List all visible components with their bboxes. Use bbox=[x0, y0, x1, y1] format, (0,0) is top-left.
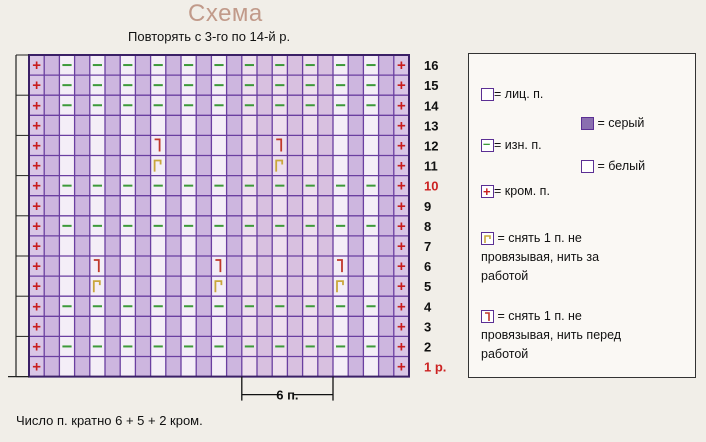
row-number-label: 5 bbox=[424, 279, 432, 295]
edge-stitch-cross: + bbox=[32, 137, 41, 155]
slip-back-swatch-icon bbox=[481, 232, 494, 245]
edge-stitch-cross: + bbox=[397, 258, 406, 276]
edge-stitch-cross: + bbox=[397, 97, 406, 115]
row-number-label: 2 bbox=[424, 339, 432, 355]
row-number-label: 15 bbox=[424, 78, 439, 94]
edge-stitch-cross: + bbox=[397, 217, 406, 235]
edge-stitch-cross: + bbox=[397, 137, 406, 155]
edge-stitch-cross: + bbox=[397, 177, 406, 195]
legend-white: = белый bbox=[581, 157, 645, 176]
row-number-label: 6 bbox=[424, 259, 432, 275]
legend-slip-back: = снять 1 п. не провязывая, нить за работой bbox=[481, 231, 600, 283]
edge-stitch-cross: + bbox=[397, 117, 406, 135]
edge-stitch-cross: + bbox=[32, 298, 41, 316]
row-number-label: 11 bbox=[424, 158, 438, 174]
row-number-label: 13 bbox=[424, 118, 439, 134]
row-number-label: 3 bbox=[424, 319, 432, 335]
legend-edge: + = кром. п. bbox=[483, 184, 550, 199]
legend-knit: = лиц. п. bbox=[481, 85, 543, 104]
edge-stitch-cross: + bbox=[397, 318, 406, 336]
edge-stitch-cross: + bbox=[32, 358, 41, 376]
chart-title: Схема bbox=[188, 0, 263, 27]
edge-stitch-cross: + bbox=[397, 157, 406, 175]
edge-stitch-cross: + bbox=[32, 117, 41, 135]
legend-purl: – = изн. п. bbox=[483, 136, 542, 152]
edge-stitch-cross: + bbox=[397, 197, 406, 215]
edge-stitch-cross: + bbox=[32, 217, 41, 235]
row-number-label: 14 bbox=[424, 98, 439, 114]
legend-gray: = серый bbox=[581, 114, 644, 133]
edge-stitch-cross: + bbox=[32, 197, 41, 215]
edge-stitch-cross: + bbox=[32, 318, 41, 336]
edge-stitch-cross: + bbox=[397, 57, 406, 75]
legend-box bbox=[468, 53, 696, 378]
row-number-label: 10 bbox=[424, 178, 439, 194]
row-number-label: 7 bbox=[424, 238, 432, 254]
row-number-label: 8 bbox=[424, 218, 432, 234]
edge-stitch-cross: + bbox=[397, 298, 406, 316]
edge-stitch-cross: + bbox=[397, 237, 406, 255]
edge-stitch-cross: + bbox=[32, 237, 41, 255]
row-number-label: 1 р. bbox=[424, 359, 447, 375]
purl-swatch-icon: – bbox=[481, 139, 494, 152]
edge-stitch-cross: + bbox=[397, 77, 406, 95]
edge-stitch-cross: + bbox=[397, 358, 406, 376]
edge-stitch-cross: + bbox=[32, 278, 41, 296]
edge-stitch-cross: + bbox=[32, 157, 41, 175]
row-number-label: 9 bbox=[424, 198, 432, 214]
white-swatch-icon bbox=[581, 160, 594, 173]
knit-swatch-icon bbox=[481, 88, 494, 101]
gray-swatch-icon bbox=[581, 117, 594, 130]
edge-stitch-cross: + bbox=[32, 338, 41, 356]
edge-stitch-cross: + bbox=[32, 177, 41, 195]
edge-cross-swatch-icon: + bbox=[481, 185, 494, 198]
row-number-label: 16 bbox=[424, 58, 439, 74]
slip-front-swatch-icon bbox=[481, 310, 494, 323]
edge-stitch-cross: + bbox=[32, 57, 41, 75]
row-number-label: 12 bbox=[424, 138, 439, 154]
stitch-multiple-note: Число п. кратно 6 + 5 + 2 кром. bbox=[16, 413, 203, 428]
chart-subtitle: Повторять с 3-го по 14-й р. bbox=[128, 29, 291, 44]
legend-slip-front: = снять 1 п. не провязывая, нить перед работой bbox=[481, 309, 622, 361]
repeat-label: 6 п. bbox=[276, 387, 299, 403]
edge-stitch-cross: + bbox=[32, 258, 41, 276]
edge-stitch-cross: + bbox=[397, 278, 406, 296]
edge-stitch-cross: + bbox=[32, 97, 41, 115]
edge-stitch-cross: + bbox=[32, 77, 41, 95]
row-number-label: 4 bbox=[424, 299, 432, 315]
edge-stitch-cross: + bbox=[397, 338, 406, 356]
